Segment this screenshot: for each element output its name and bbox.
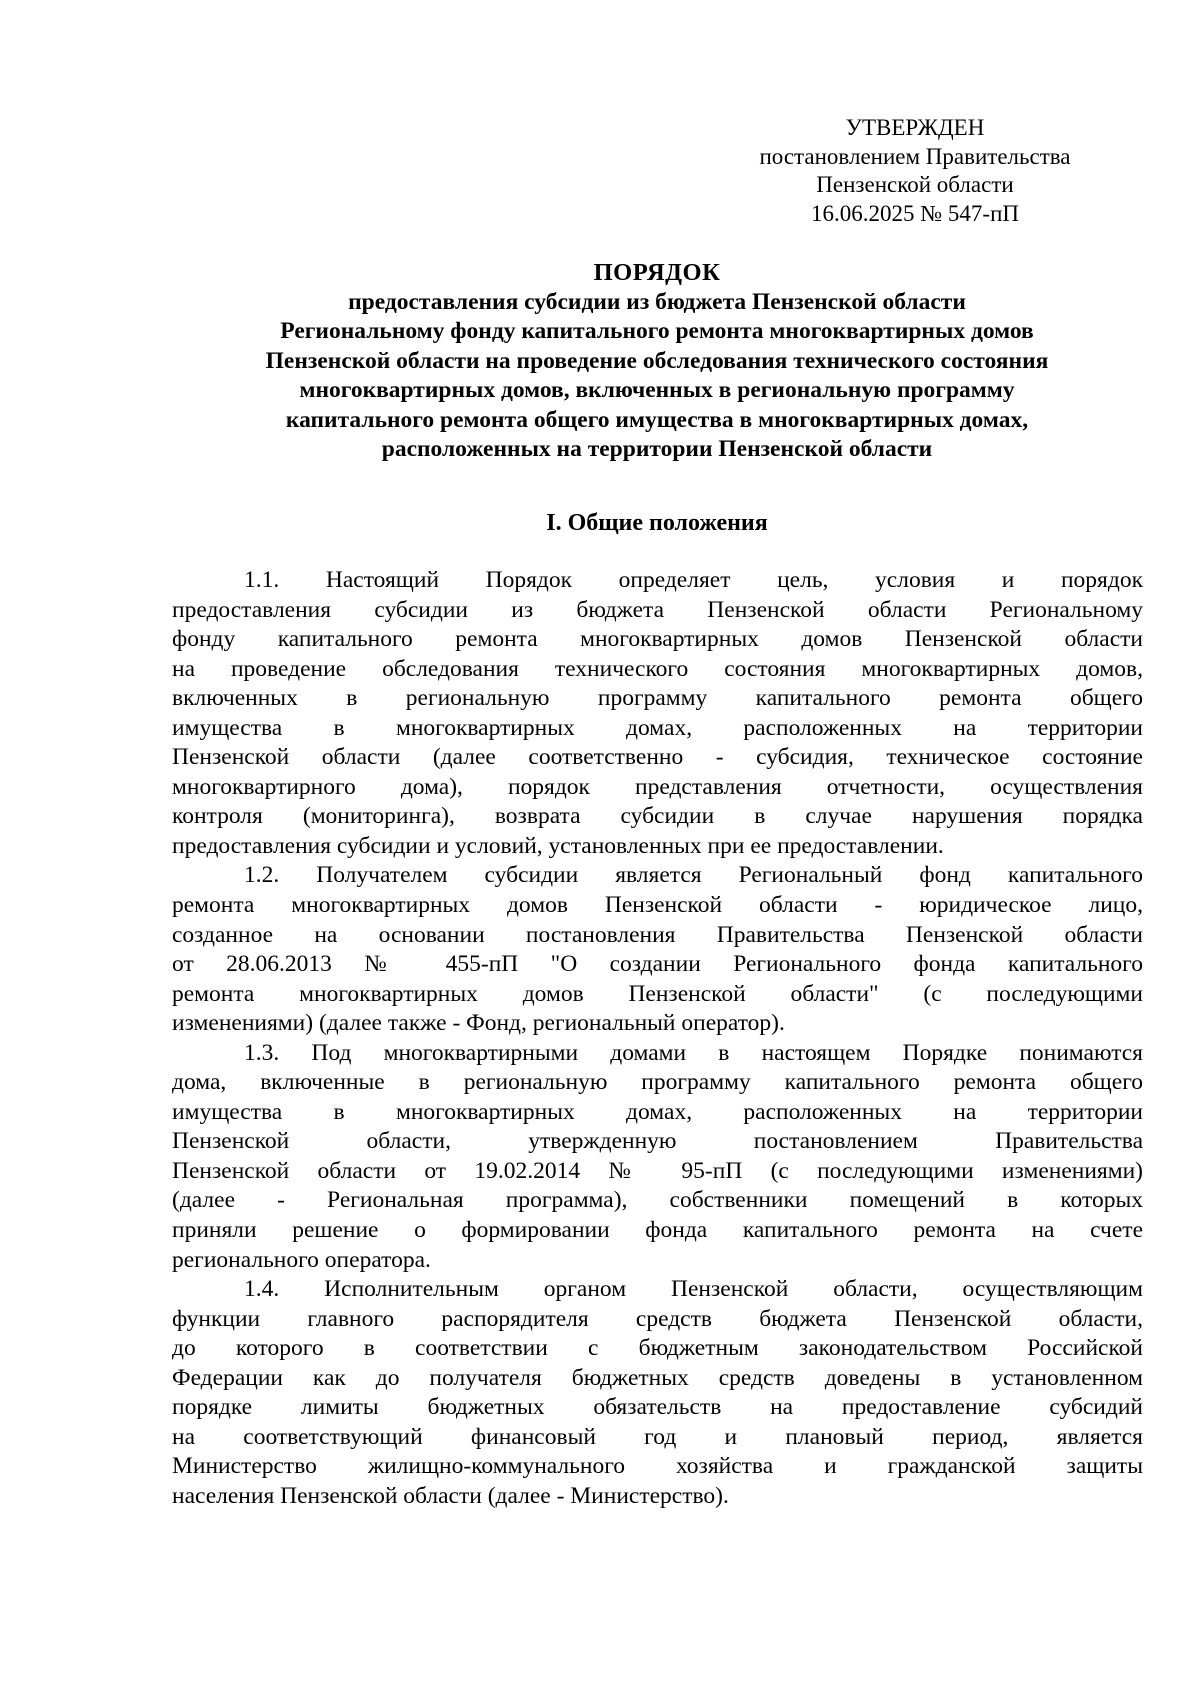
text-line: до которого в соответствии с бюджетным законодательством Российской <box>172 1335 1143 1362</box>
text-line: на соответствующий финансовый год и плановый период, является <box>172 1423 1143 1450</box>
title-line: предоставления субсидии из бюджета Пензенской области <box>348 288 966 315</box>
document-title: ПОРЯДОК <box>593 259 721 286</box>
text-line: предоставления субсидии и условий, установленных при ее предоставлении. <box>172 832 944 859</box>
text-line: имущества в многоквартирных домах, расположенных на территории <box>172 714 1143 741</box>
text-line: функции главного распорядителя средств бюджета Пензенской области, <box>172 1305 1143 1332</box>
text-line: многоквартирного дома), порядок представления отчетности, осуществления <box>172 773 1143 800</box>
paragraph-1-3 <box>172 1039 1143 1275</box>
text-line: 1.3. Под многоквартирными домами в настоящем Порядке понимаются <box>244 1039 1143 1066</box>
text-line: включенных в региональную программу капитального ремонта общего <box>172 685 1143 712</box>
text-line: от 28.06.2013 № 455-пП "О создании Регионального фонда капитального <box>172 951 1143 978</box>
title-line: Пензенской области на проведение обследования технического состояния <box>265 347 1049 374</box>
title-line: многоквартирных домов, включенных в региональную программу <box>299 377 1015 403</box>
approval-date-number: 16.06.2025 № 547-пП <box>810 200 1020 226</box>
paragraph-1-2 <box>172 861 1143 1038</box>
text-line: Федерации как до получателя бюджетных средств доведены в установленном <box>172 1364 1143 1391</box>
section-heading: I. Общие положения <box>546 510 768 536</box>
approval-stamp <box>730 114 1100 228</box>
text-line: регионального оператора. <box>172 1246 431 1273</box>
text-line: Пензенской области, утвержденную постановлением Правительства <box>172 1128 1143 1155</box>
document-title-block <box>172 258 1142 465</box>
text-line: населения Пензенской области (далее - Министерство). <box>172 1482 729 1509</box>
text-line: 1.1. Настоящий Порядок определяет цель, условия и порядок <box>244 567 1143 593</box>
text-line: порядке лимиты бюджетных обязательств на предоставление субсидий <box>172 1394 1143 1421</box>
text-line: на проведение обследования технического состояния многоквартирных домов, <box>172 655 1143 682</box>
text-line: (далее - Региональная программа), собственники помещений в которых <box>172 1187 1143 1214</box>
document-body <box>172 566 1143 1512</box>
title-line: Региональному фонду капитального ремонта многоквартирных домов <box>280 318 1034 344</box>
text-line: контроля (мониторинга), возврата субсидии в случае нарушения порядка <box>172 803 1143 830</box>
text-line: Пензенской области (далее соответственно - субсидия, техническое состояние <box>172 744 1143 771</box>
text-line: Министерство жилищно-коммунального хозяйства и гражданской защиты <box>172 1453 1143 1480</box>
approval-status: УТВЕРЖДЕН <box>845 115 985 140</box>
text-line: приняли решение о формировании фонда капитального ремонта на счете <box>172 1217 1143 1244</box>
text-line: фонду капитального ремонта многоквартирных домов Пензенской области <box>172 626 1143 653</box>
text-line: ремонта многоквартирных домов Пензенской области" (с последующими <box>172 980 1143 1007</box>
text-line: изменениями) (далее также - Фонд, региональный оператор). <box>172 1010 785 1037</box>
text-line: дома, включенные в региональную программу капитального ремонта общего <box>172 1069 1143 1096</box>
paragraph-1-1 <box>172 566 1143 861</box>
text-line: ремонта многоквартирных домов Пензенской области - юридическое лицо, <box>172 892 1143 919</box>
approval-region: Пензенской области <box>816 172 1014 197</box>
text-line: 1.4. Исполнительным органом Пензенской области, осуществляющим <box>244 1276 1143 1303</box>
text-line: имущества в многоквартирных домах, расположенных на территории <box>172 1098 1143 1125</box>
title-line: расположенных на территории Пензенской области <box>381 436 933 462</box>
text-line: созданное на основании постановления Правительства Пензенской области <box>172 921 1143 948</box>
title-line: капитального ремонта общего имущества в многоквартирных домах, <box>285 406 1029 433</box>
paragraph-1-4 <box>172 1275 1143 1511</box>
text-line: 1.2. Получателем субсидии является Региональный фонд капитального <box>244 862 1143 889</box>
approval-authority: постановлением Правительства <box>759 143 1071 169</box>
text-line: предоставления субсидии из бюджета Пензенской области Региональному <box>172 596 1143 623</box>
text-line: Пензенской области от 19.02.2014 № 95-пП (с последующими изменениями) <box>172 1157 1143 1184</box>
